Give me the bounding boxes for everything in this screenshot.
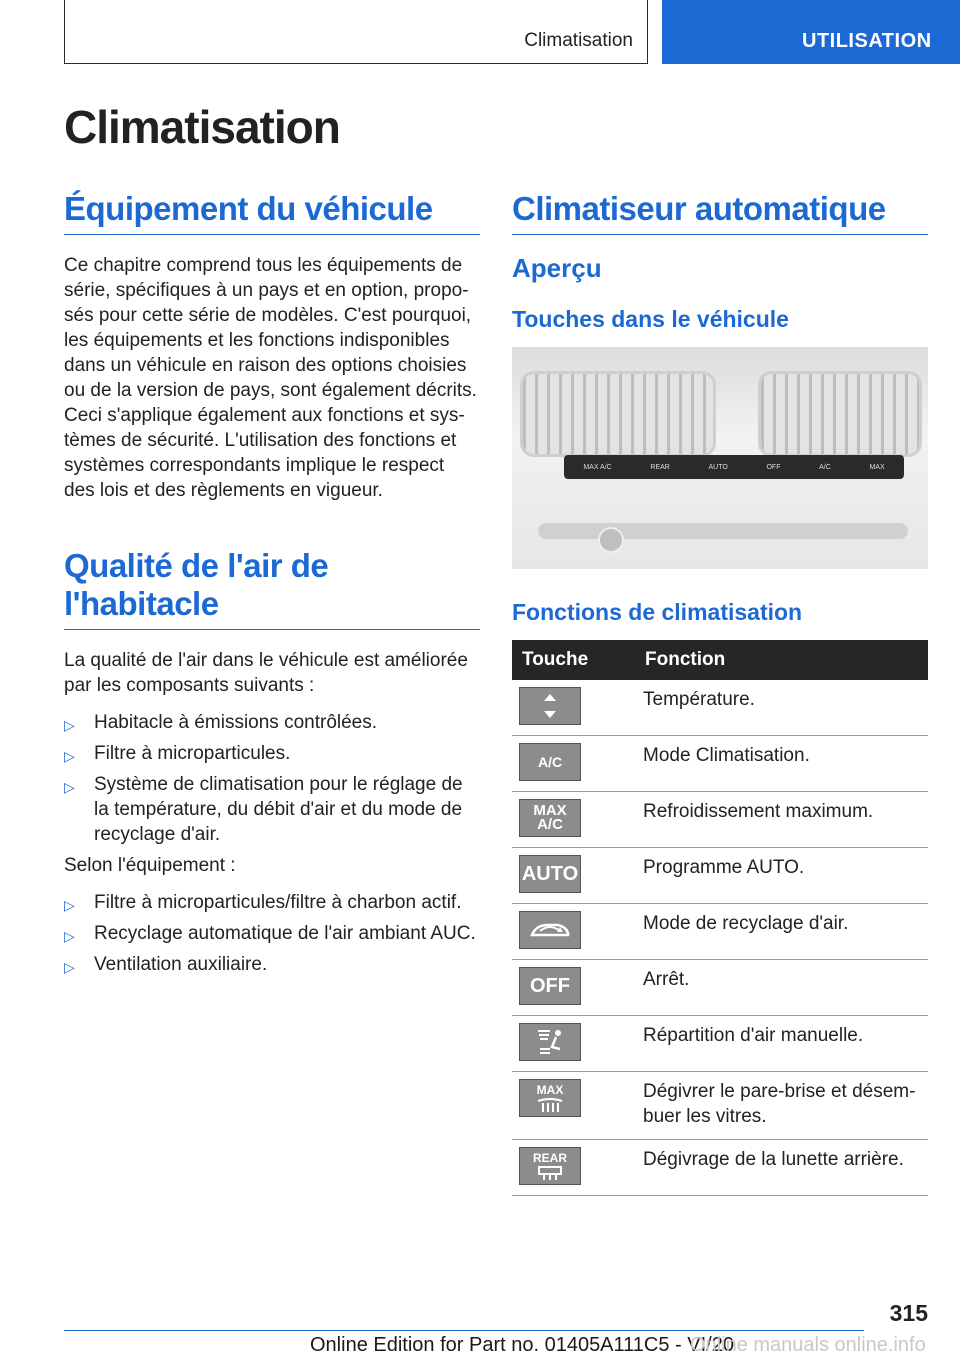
temperature-arrows-icon [519, 687, 581, 725]
function-text: Mode de recyclage d'air. [635, 904, 928, 960]
function-text: Dégivrage de la lunette arrière. [635, 1140, 928, 1196]
auto-button-icon: AUTO [519, 855, 581, 893]
table-row [512, 1072, 928, 1140]
manual-air-distribution-icon [519, 1023, 581, 1061]
function-text: Répartition d'air manuelle. [635, 1016, 928, 1072]
panel-label: AUTO [708, 463, 728, 471]
section-air-quality [64, 547, 480, 977]
header-section-label: Climatisation [524, 30, 633, 51]
bullet-triangle-icon: ▷ [64, 928, 75, 944]
max-defrost-icon: MAX [519, 1079, 581, 1117]
function-text: Mode Climatisation. [635, 736, 928, 792]
panel-label: MAX A/C [583, 463, 612, 471]
bullet-triangle-icon: ▷ [64, 897, 75, 913]
bullet-triangle-icon: ▷ [64, 779, 75, 795]
climate-control-panel [564, 455, 904, 479]
page-title: Climatisation [64, 101, 340, 153]
function-text: Dégivrer le pare-brise et désem-buer les vitres. [635, 1072, 928, 1140]
list-item: ▷ Filtre à microparticules. [64, 741, 480, 766]
header-tab-label: UTILISATION [802, 30, 932, 52]
table-row [512, 960, 928, 1016]
table-row [512, 792, 928, 848]
list-item: ▷ Système de climatisation pour le réglage de la température, du débit d'air et du mode de recyclage d'air. [64, 774, 463, 845]
edition-text: Online Edition for Part no. 01405A111C5 - VI/20 [310, 1334, 734, 1356]
header-left-box [64, 0, 648, 64]
table-row [512, 1016, 928, 1072]
selon-equipement: Selon l'équipement : [64, 855, 236, 876]
ac-button-icon: A/C [519, 743, 581, 781]
function-text: Programme AUTO. [635, 848, 928, 904]
table-header-touche: Touche [512, 640, 635, 680]
max-ac-button-icon: MAX A/C [519, 799, 581, 837]
right-column [512, 190, 928, 1196]
list-item: ▷ Habitacle à émissions contrôlées. [64, 710, 480, 735]
function-text: Arrêt. [635, 960, 928, 1016]
left-column [64, 190, 480, 983]
table-header-fonction: Fonction [635, 640, 928, 680]
air-vent-right [758, 371, 922, 457]
bullet-triangle-icon: ▷ [64, 959, 75, 975]
table-row [512, 848, 928, 904]
table-header-row [512, 640, 928, 680]
header-tab[interactable] [662, 0, 960, 64]
panel-label: A/C [819, 463, 831, 471]
page-number: 315 [889, 1300, 928, 1326]
air-quality-intro: La qualité de l'air dans le véhicule est améliorée par les composants suivants : [64, 650, 468, 696]
panel-label: MAX [869, 463, 885, 471]
lower-trim [538, 523, 908, 539]
table-row [512, 680, 928, 736]
table-row [512, 904, 928, 960]
bullet-triangle-icon: ▷ [64, 748, 75, 764]
air-quality-list [64, 710, 480, 847]
heading-air-quality: Qualité de l'air de l'habitacle [64, 547, 480, 630]
footer-divider [64, 1330, 864, 1331]
bullet-triangle-icon: ▷ [64, 717, 75, 733]
panel-label: OFF [766, 463, 781, 471]
panel-label: REAR [650, 463, 670, 471]
functions-table [512, 640, 928, 1196]
air-vent-left [520, 371, 716, 457]
list-item: ▷ Ventilation auxiliaire. [64, 952, 480, 977]
optional-equipment-list [64, 890, 480, 977]
list-item: ▷ Recyclage automatique de l'air ambiant AUC. [64, 921, 480, 946]
table-row [512, 1140, 928, 1196]
heading-climatiseur: Climatiseur automatique [512, 190, 928, 235]
watermark: Online manuals online.info [690, 1334, 926, 1356]
function-text: Température. [635, 680, 928, 736]
heading-fonctions: Fonctions de climatisation [512, 599, 803, 625]
table-row [512, 736, 928, 792]
function-text: Refroidissement maximum. [635, 792, 928, 848]
volume-knob [598, 527, 624, 553]
heading-touches: Touches dans le véhicule [512, 306, 789, 332]
rear-defrost-icon: REAR [519, 1147, 581, 1185]
heading-equipement: Équipement du véhicule [64, 190, 480, 235]
heading-apercu: Aperçu [512, 253, 602, 283]
off-button-icon: OFF [519, 967, 581, 1005]
dashboard-photo [512, 347, 928, 569]
list-item: ▷ Filtre à microparticules/filtre à charbon actif. [64, 890, 480, 915]
air-recirculation-icon [519, 911, 581, 949]
equipement-text: Ce chapitre comprend tous les équipements de série, spécifiques à un pays et en option, propo-sés pour cette série de modèles. C'est pourquoi, les équipements et les fonctions indisponibles dans un véhicule en raison des options choisies ou de la version de pays, sont également décrits. Ceci s'applique également aux fonctions et sys-tèmes de sécurité. L'utilisation des fonctions et systèmes correspondants implique le respect des lois et des règlements en vigueur. [64, 255, 477, 501]
